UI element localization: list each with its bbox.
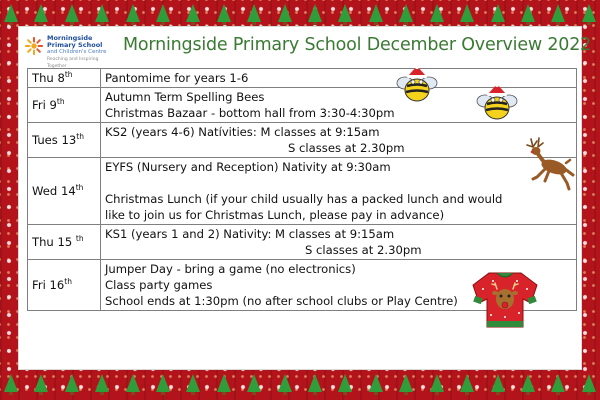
- tree-icon: [308, 4, 322, 22]
- event-line: Jumper Day - bring a game (no electronics): [105, 262, 356, 276]
- tree-icon: [521, 374, 535, 392]
- day-label: Wed 14: [32, 184, 76, 198]
- tree-icon: [156, 4, 170, 22]
- tree-icon: [247, 374, 261, 392]
- header: [19, 27, 592, 69]
- day-cell: [28, 88, 101, 123]
- tree-icon: [95, 4, 109, 22]
- tree-icon: [186, 374, 200, 392]
- tree-icon: [278, 374, 292, 392]
- school-logo-icon: [25, 37, 43, 55]
- event-line: S classes at 2.30pm: [305, 243, 422, 257]
- tree-icon: [34, 4, 48, 22]
- tree-icon: [491, 4, 505, 22]
- day-cell: [28, 225, 101, 260]
- event-line: Autumn Term Spelling Bees: [105, 90, 265, 104]
- tree-border-bottom: [0, 374, 600, 396]
- table-row: [28, 225, 577, 260]
- event-line: Christmas Bazaar - bottom hall from 3:30-4:30pm: [105, 106, 395, 120]
- tree-icon: [4, 4, 18, 22]
- tree-icon: [156, 374, 170, 392]
- day-label: Thu 15: [32, 235, 76, 249]
- event-line: KS2 (years 4-6) Natívities: M classes at 9:15am: [105, 125, 380, 139]
- christmas-jumper-icon: [469, 267, 541, 331]
- day-label: Fri 16: [32, 278, 65, 292]
- event-line-blank: [105, 175, 572, 191]
- tree-icon: [399, 4, 413, 22]
- page-title: Morningside Primary School December Overview 2022: [123, 35, 592, 55]
- tree-icon: [430, 4, 444, 22]
- tree-icon: [278, 4, 292, 22]
- tree-icon: [491, 374, 505, 392]
- tree-icon: [338, 374, 352, 392]
- tree-icon: [460, 4, 474, 22]
- bee-santa-hat-icon: [395, 65, 439, 105]
- tree-icon: [34, 374, 48, 392]
- tree-icon: [186, 4, 200, 22]
- tree-icon: [369, 4, 383, 22]
- reindeer-icon: [523, 135, 575, 193]
- tree-icon: [582, 4, 596, 22]
- day-suffix: th: [75, 234, 84, 244]
- tree-icon: [217, 374, 231, 392]
- event-line: Pantomime for years 1-6: [105, 71, 249, 85]
- event-line: Christmas Lunch (if your child usually has a packed lunch and would: [105, 192, 503, 206]
- day-suffix: th: [64, 277, 72, 287]
- tree-icon: [126, 4, 140, 22]
- day-suffix: th: [75, 183, 84, 193]
- event-line: EYFS (Nursery and Reception) Nativity at 9:30am: [105, 160, 391, 174]
- tree-icon: [430, 374, 444, 392]
- tree-icon: [338, 4, 352, 22]
- tree-border-top: [0, 4, 600, 26]
- event-cell: [101, 123, 577, 158]
- tree-icon: [369, 374, 383, 392]
- bee-santa-hat-icon: [475, 83, 519, 123]
- day-cell: [28, 69, 101, 88]
- tree-icon: [247, 4, 261, 22]
- overview-card: [18, 26, 592, 370]
- logo-text: [47, 35, 113, 70]
- day-label: Fri 9: [32, 98, 57, 112]
- tree-icon: [551, 4, 565, 22]
- event-line: S classes at 2.30pm: [288, 141, 405, 155]
- tree-icon: [399, 374, 413, 392]
- tree-icon: [126, 374, 140, 392]
- day-cell: [28, 260, 101, 311]
- tree-icon: [4, 374, 18, 392]
- event-line: KS1 (years 1 and 2) Nativity: M classes at 9:15am: [105, 227, 395, 241]
- event-cell: [101, 158, 577, 225]
- day-label: Thu 8: [32, 71, 65, 85]
- tree-icon: [582, 374, 596, 392]
- event-line: Class party games: [105, 278, 213, 292]
- tree-icon: [65, 374, 79, 392]
- tree-icon: [308, 374, 322, 392]
- day-suffix: th: [76, 132, 84, 142]
- logo-line-2: Primary School: [47, 41, 103, 49]
- event-line: like to join us for Christmas Lunch, please pay in advance): [105, 208, 445, 222]
- day-suffix: th: [56, 97, 65, 107]
- table-row: [28, 123, 577, 158]
- event-line: School ends at 1:30pm (no after school clubs or Play Centre): [105, 294, 458, 308]
- tree-icon: [217, 4, 231, 22]
- tree-icon: [95, 374, 109, 392]
- school-logo: [23, 34, 113, 69]
- day-label: Tues 13: [32, 133, 77, 147]
- logo-line-4: Reaching and Inspiring Together: [47, 57, 99, 69]
- day-cell: [28, 158, 101, 225]
- logo-line-1: Morningside: [47, 34, 93, 42]
- logo-line-3: and Children's Centre: [47, 49, 107, 55]
- day-cell: [28, 123, 101, 158]
- day-suffix: th: [64, 70, 73, 80]
- event-cell: [101, 225, 577, 260]
- tree-icon: [460, 374, 474, 392]
- tree-icon: [65, 4, 79, 22]
- table-row: [28, 158, 577, 225]
- tree-icon: [551, 374, 565, 392]
- tree-icon: [521, 4, 535, 22]
